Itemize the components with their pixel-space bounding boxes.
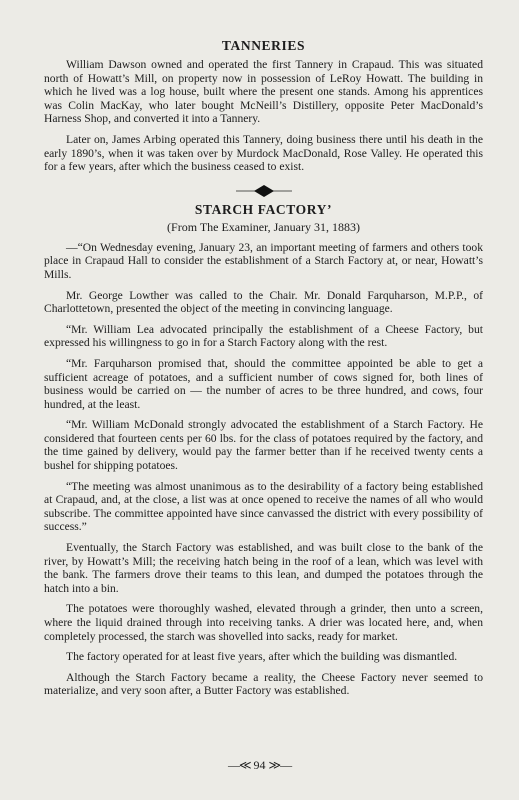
page-number: 94 bbox=[253, 758, 266, 772]
tanneries-paragraph-2: Later on, James Arbing operated this Tannery, doing business there until his death in the early 1890’s, when it was taken over by Murdock MacDonald, Rose Valley. He operated this for a few years, after which the business ceased to exist. bbox=[44, 132, 483, 174]
starch-paragraph-6: “The meeting was almost unanimous as to the desirability of a factory being established at Crapaud, and, at the close, a list was at once opened to receive the names of all who would subscribe. The committee appointed have since canvassed the district with every possibility of success.” bbox=[44, 479, 483, 534]
tanneries-heading: TANNERIES bbox=[221, 38, 306, 53]
starch-paragraph-2: Mr. George Lowther was called to the Chair. Mr. Donald Farquharson, M.P.P., of Charlottetown, presented the object of the meeting in convincing language. bbox=[44, 288, 483, 316]
starch-paragraph-7: Eventually, the Starch Factory was established, and was built close to the bank of the river, by Howatt’s Mill; the receiving hatch being in the roof of a lean, which was level with the bank. The farmers drove their teams to this lean, and dumped the potatoes through the hatch into a bin. bbox=[44, 541, 483, 595]
starch-paragraph-8: The potatoes were thoroughly washed, elevated through a grinder, then unto a screen, where the liquid drained through into receiving tanks. A drier was located here, and, when completely processed, the starch was shovelled into sacks, ready for market. bbox=[44, 602, 483, 643]
starch-paragraph-10: Although the Starch Factory became a reality, the Cheese Factory never seemed to materialize, and very soon after, a Butter Factory was established. bbox=[44, 670, 483, 698]
starch-paragraph-9: The factory operated for at least five years, after which the building was dismantled. bbox=[66, 650, 458, 664]
section-divider-ornament bbox=[44, 185, 483, 197]
starch-paragraph-5: “Mr. William McDonald strongly advocated the establishment of a Starch Factory. He considered that fourteen cents per 60 lbs. for the class of potatoes required by the factory, and the time gained by delivery, would pay the farmer better than if he received twenty cents a bushel for shipping potatoes. bbox=[44, 418, 483, 473]
starch-factory-source: (From The Examiner, January 31, 1883) bbox=[167, 219, 360, 234]
tanneries-paragraph-1: William Dawson owned and operated the first Tannery in Crapaud. This was situated north of Howatt’s Mill, on property now in possession of LeRoy Howatt. The building in which he lived was a log house, built where the present one stands. Among his apprentices was Colin MacKay, who later bought McNeill’s Distillery, opposite Peter MacDonald’s Harness Shop, and converted it into a Tannery. bbox=[44, 58, 483, 126]
starch-factory-heading: STARCH FACTORY’ bbox=[194, 201, 333, 217]
starch-paragraph-1: —“On Wednesday evening, January 23, an important meeting of farmers and others took place in Crapaud Hall to consider the establishment of a Starch Factory at, or near, Howatt’s Mills. bbox=[44, 240, 483, 281]
starch-paragraph-3: “Mr. William Lea advocated principally the establishment of a Cheese Factory, but expressed his willingness to go in for a Starch Factory along with the rest. bbox=[44, 322, 483, 350]
page-number-left-ornament: —≪ bbox=[227, 758, 251, 772]
page-number-footer bbox=[0, 758, 519, 773]
starch-paragraph-4: “Mr. Farquharson promised that, should the committee appointed be able to get a sufficient acreage of potatoes, and a sufficient number of cows signed for, both lines of business would be carried on — the number of acres to be three hundred, and cows, four hundred, at the least. bbox=[44, 356, 483, 411]
page-number-right-ornament: ≫— bbox=[268, 758, 292, 772]
